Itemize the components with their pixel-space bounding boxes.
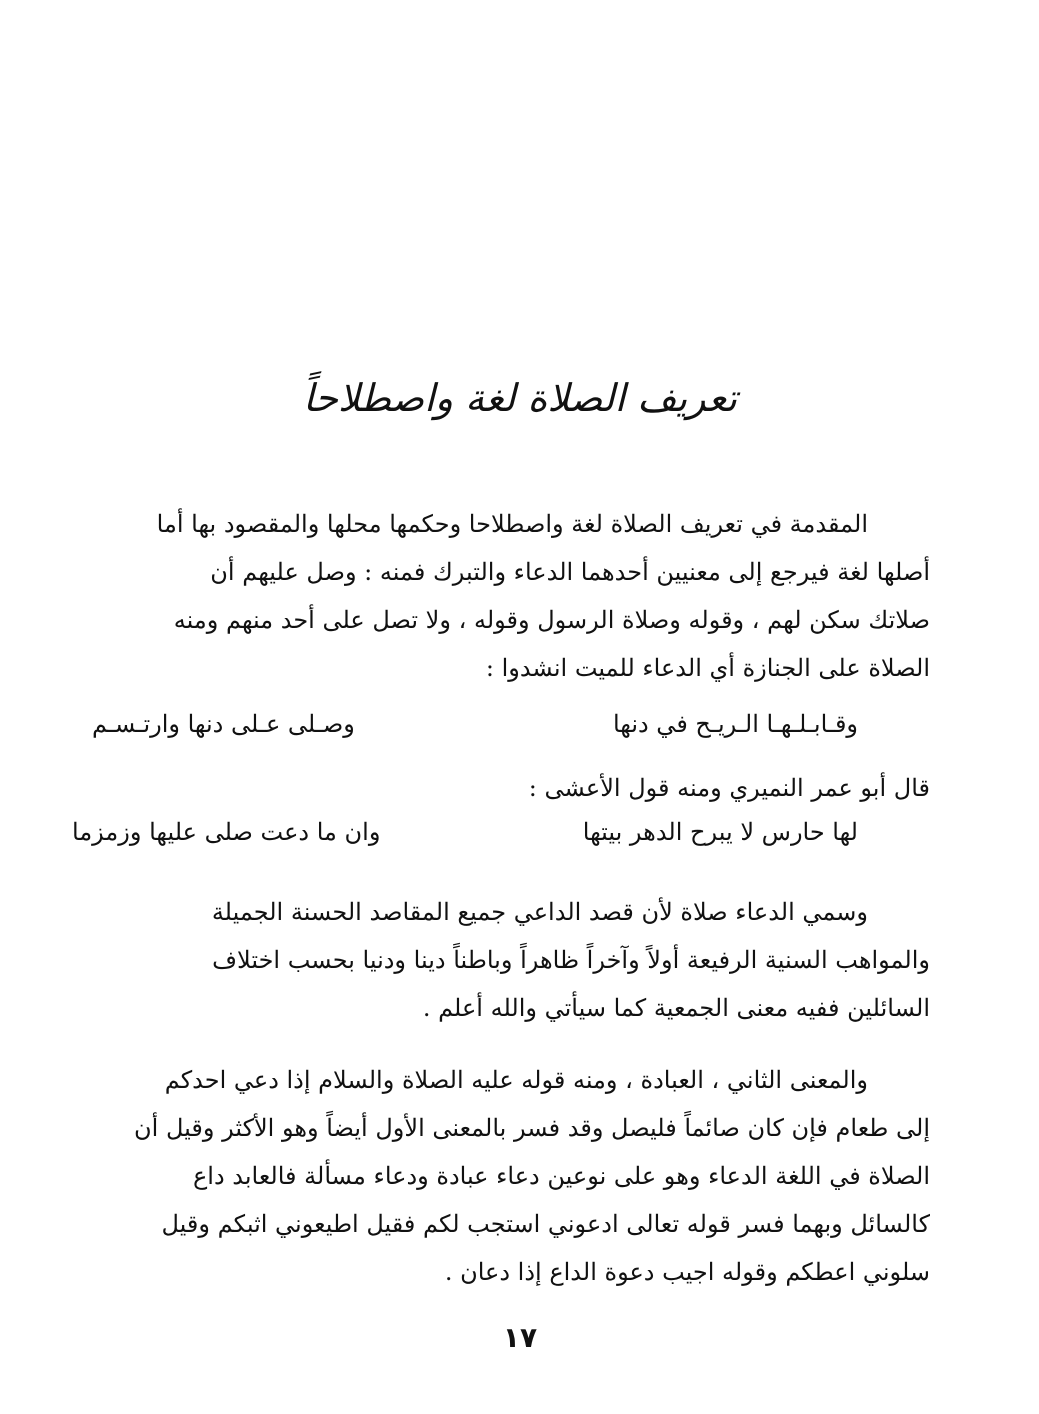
paragraph-line: المقدمة في تعريف الصلاة لغة واصطلاحا وحكمها محلها والمقصود بها أما (156, 510, 868, 538)
paragraph-line: سلوني اعطكم وقوله اجيب دعوة الداع إذا دعان . (444, 1258, 930, 1286)
paragraph-line: والمواهب السنية الرفيعة أولاً وآخراً ظاهراً وباطناً دينا ودنيا بحسب اختلاف (212, 946, 930, 974)
paragraph-line: صلاتك سكن لهم ، وقوله وصلاة الرسول وقوله ، ولا تصل على أحد منهم ومنه (173, 606, 930, 634)
paragraph-line: أصلها لغة فيرجع إلى معنيين أحدهما الدعاء والتبرك فمنه : وصل عليهم أن (210, 558, 930, 586)
page-title: تعريف الصلاة لغة واصطلاحاً (302, 376, 738, 420)
paragraph-line: والمعنى الثاني ، العبادة ، ومنه قوله عليه الصلاة والسلام إذا دعي احدكم (164, 1066, 868, 1094)
verse-second-hemistich: وان ما دعت صلى عليها وزمزما (72, 818, 381, 846)
paragraph-line: السائلين ففيه معنى الجمعية كما سيأتي والله أعلم . (422, 994, 930, 1022)
paragraph-line: كالسائل وبهما فسر قوله تعالى ادعوني استجب لكم فقيل اطيعوني اثبكم وقيل (161, 1210, 930, 1238)
verse-first-hemistich: لها حارس لا يبرح الدهر بيتها (582, 818, 858, 846)
page-number: ١٧ (502, 1321, 538, 1354)
paragraph-3 (72, 1056, 930, 1296)
verse-attribution: قال أبو عمر النميري ومنه قول الأعشى : (528, 774, 930, 802)
poetry-verse-2 (72, 808, 930, 856)
paragraph-line: الصلاة على الجنازة أي الدعاء للميت انشدوا : (485, 654, 930, 682)
paragraph-line: إلى طعام فإن كان صائماً فليصل وقد فسر بالمعنى الأول أيضاً وهو الأكثر وقيل أن (134, 1114, 930, 1142)
paragraph-1 (72, 500, 930, 692)
poetry-verse-1 (72, 700, 930, 748)
paragraph-line: الصلاة في اللغة الدعاء وهو على نوعين دعاء عبادة ودعاء مسألة فالعابد داع (192, 1162, 930, 1190)
verse-first-hemistich: وقـابـلـهـا الـريـح في دنها (612, 710, 858, 738)
paragraph-2 (72, 888, 930, 1032)
verse-second-hemistich: وصـلى عـلى دنها وارتـسـم (92, 710, 355, 738)
paragraph-line: وسمي الدعاء صلاة لأن قصد الداعي جميع المقاصد الحسنة الجميلة (211, 898, 868, 926)
